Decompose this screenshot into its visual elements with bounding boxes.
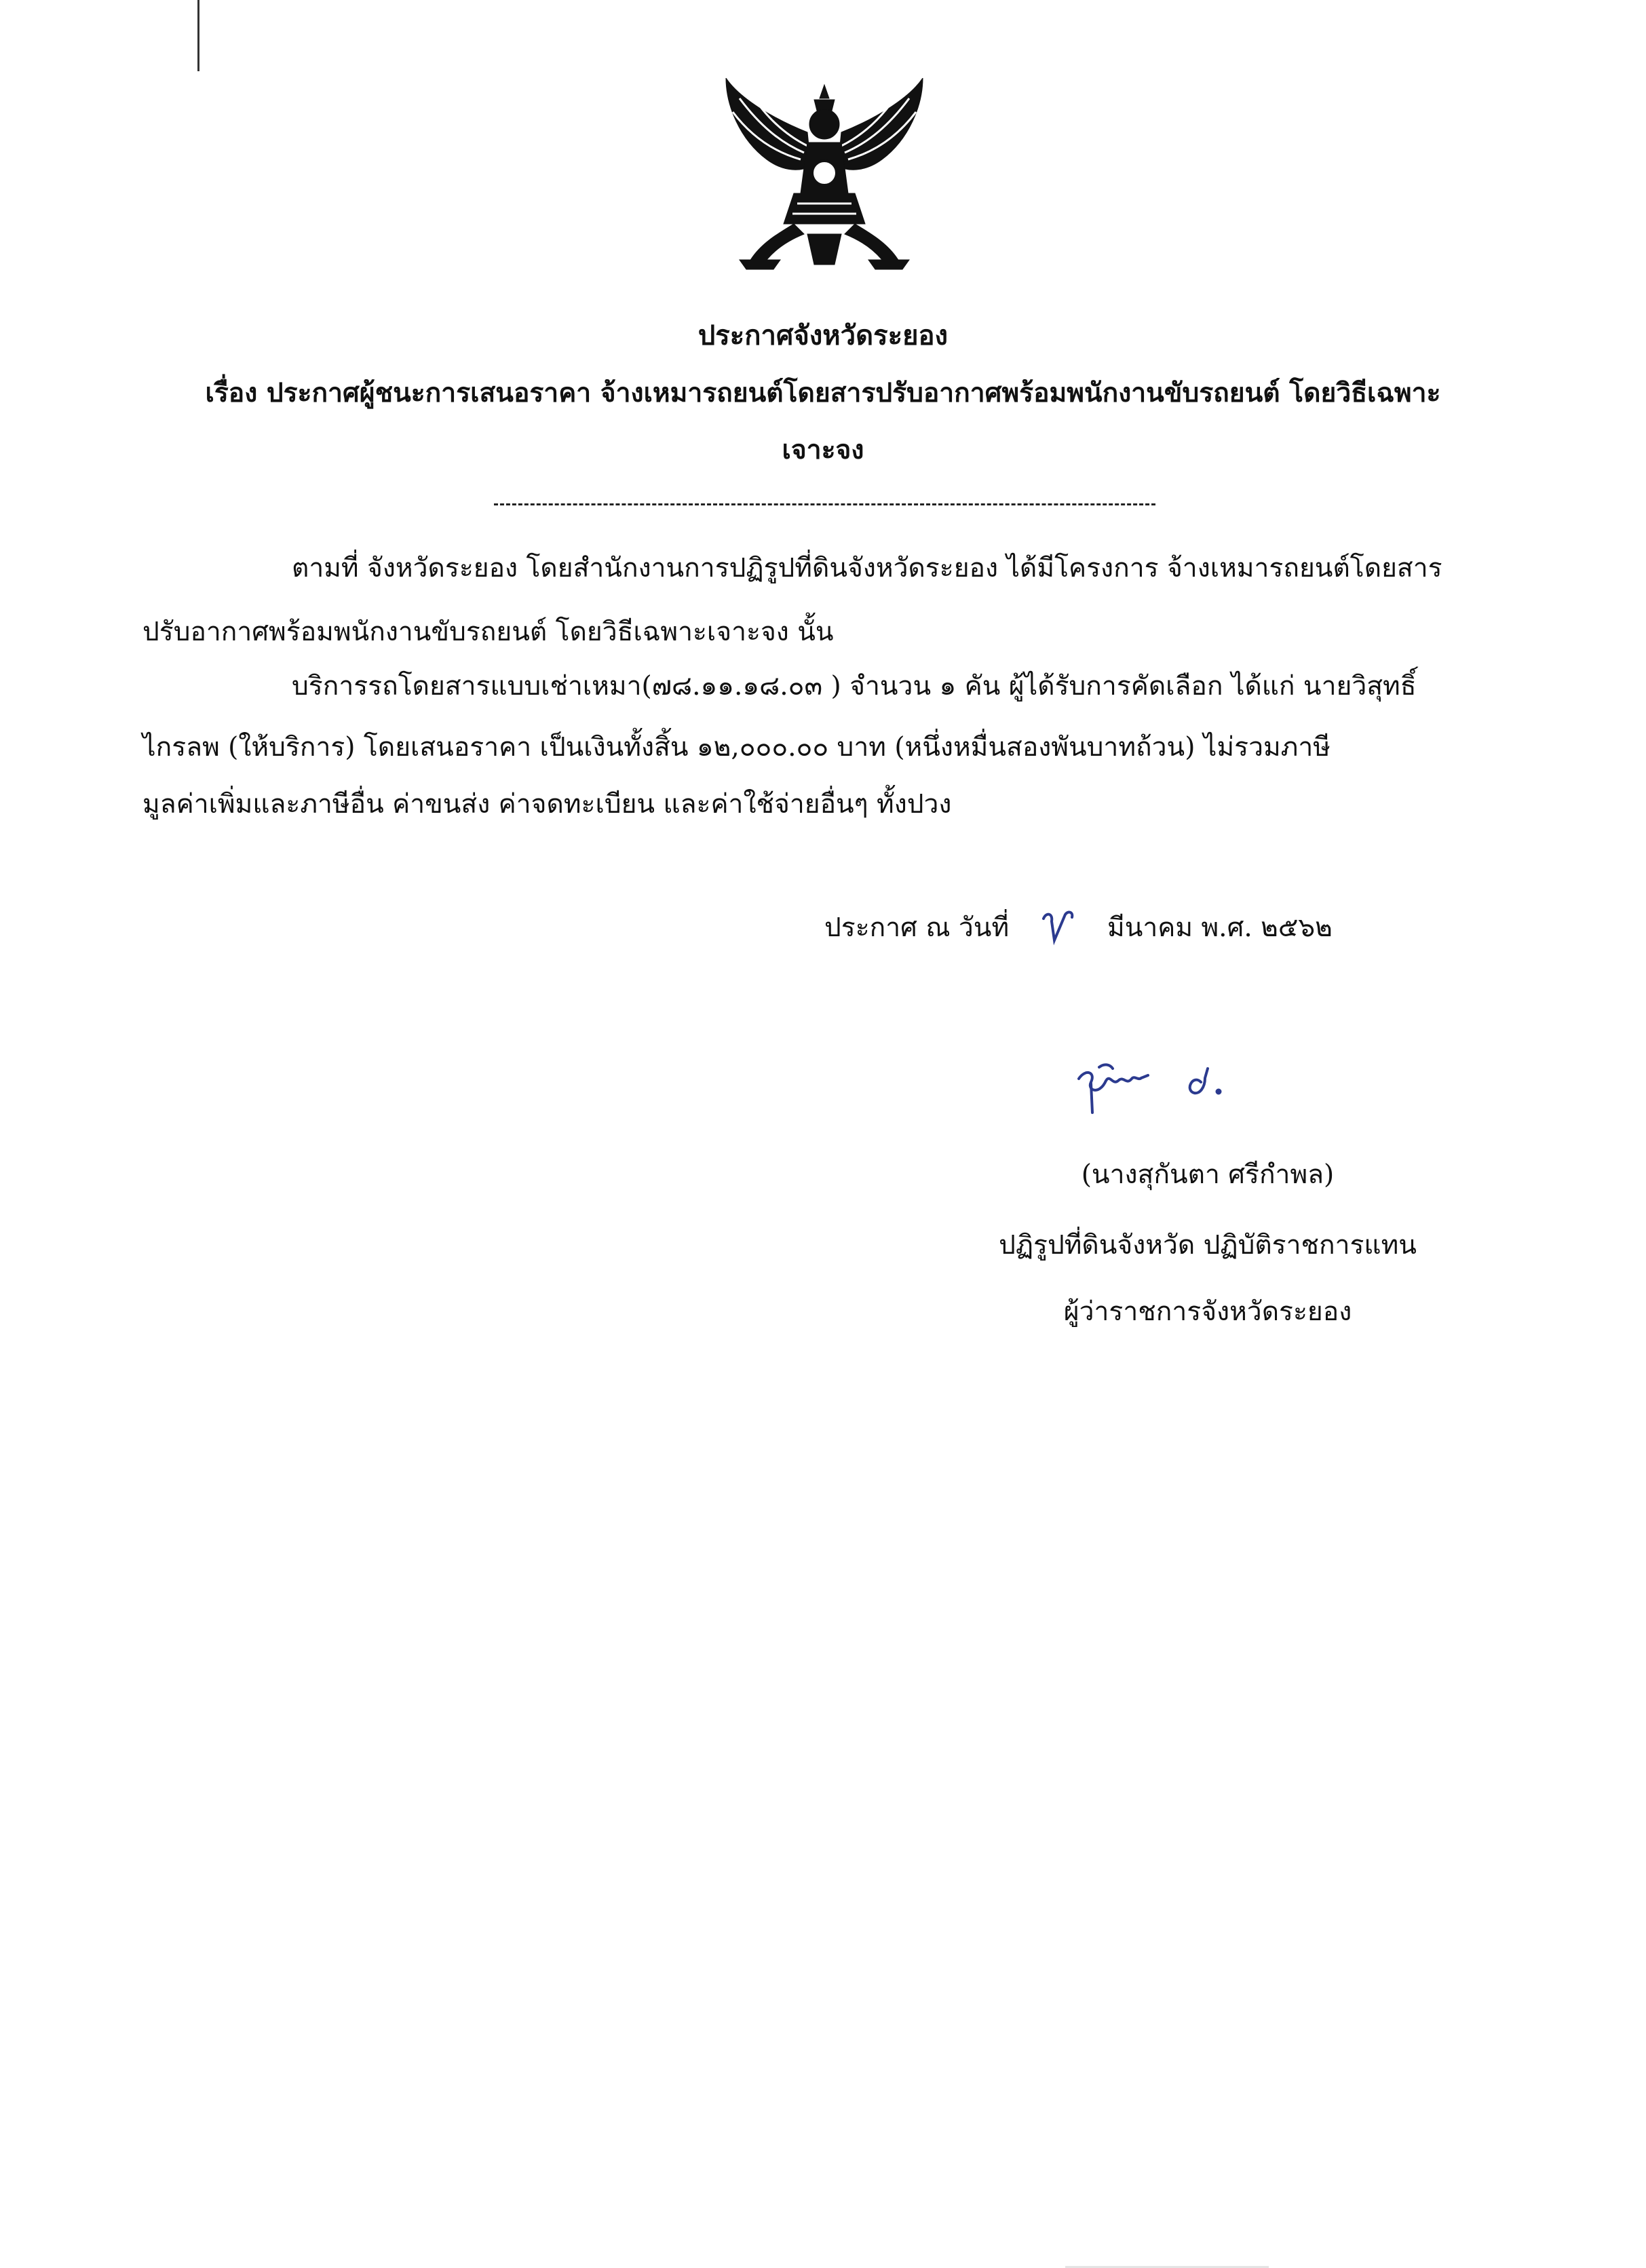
body-paragraph-1-line-2: ปรับอากาศพร้อมพนักงานขับรถยนต์ โดยวิธีเฉพาะเจาะจง นั้น — [142, 617, 834, 647]
garuda-emblem-icon — [712, 78, 936, 288]
body-paragraph-2-line-1: บริการรถโดยสารแบบเช่าเหมา(๗๘.๑๑.๑๘.๐๓ ) จำนวน ๑ คัน ผู้ได้รับการคัดเลือก ได้แก่ นายวิสุทธิ์ — [292, 671, 1417, 701]
document-subject-line-1: เรื่อง ประกาศผู้ชนะการเสนอราคา จ้างเหมารถยนต์โดยสารปรับอากาศพร้อมพนักงานขับรถยนต์ โดยวิธีเฉพาะ — [205, 377, 1441, 408]
document-title: ประกาศจังหวัดระยอง — [697, 320, 949, 351]
signatory-position-line-1: ปฏิรูปที่ดินจังหวัด ปฏิบัติราชการแทน — [999, 1230, 1417, 1261]
body-paragraph-1-line-1: ตามที่ จังหวัดระยอง โดยสำนักงานการปฏิรูปที่ดินจังหวัดระยอง ได้มีโครงการ จ้างเหมารถยนต์โดยสาร — [292, 553, 1442, 583]
document-subject-line-2: เจาะจง — [782, 434, 864, 465]
body-paragraph-2-line-3: มูลค่าเพิ่มและภาษีอื่น ค่าขนส่ง ค่าจดทะเบียน และค่าใช้จ่ายอื่นๆ ทั้งปวง — [142, 789, 952, 820]
handwritten-day — [1038, 906, 1079, 947]
date-suffix: มีนาคม พ.ศ. ๒๕๖๒ — [1107, 912, 1333, 943]
signatory-position-line-2: ผู้ว่าราชการจังหวัดระยอง — [1063, 1296, 1352, 1327]
handwritten-signature — [1065, 1048, 1269, 1130]
scan-margin-mark — [197, 0, 199, 71]
signatory-name: (นางสุกันตา ศรีกำพล) — [1081, 1159, 1335, 1190]
body-paragraph-2-line-2: ไกรลพ (ให้บริการ) โดยเสนอราคา เป็นเงินทั้งสิ้น ๑๒,๐๐๐.๐๐ บาท (หนึ่งหมื่นสองพันบาทถ้วน) ไม่รวมภาษี — [142, 732, 1331, 763]
separator-dashed-line — [494, 503, 1155, 505]
date-prefix: ประกาศ ณ วันที่ — [824, 912, 1010, 943]
